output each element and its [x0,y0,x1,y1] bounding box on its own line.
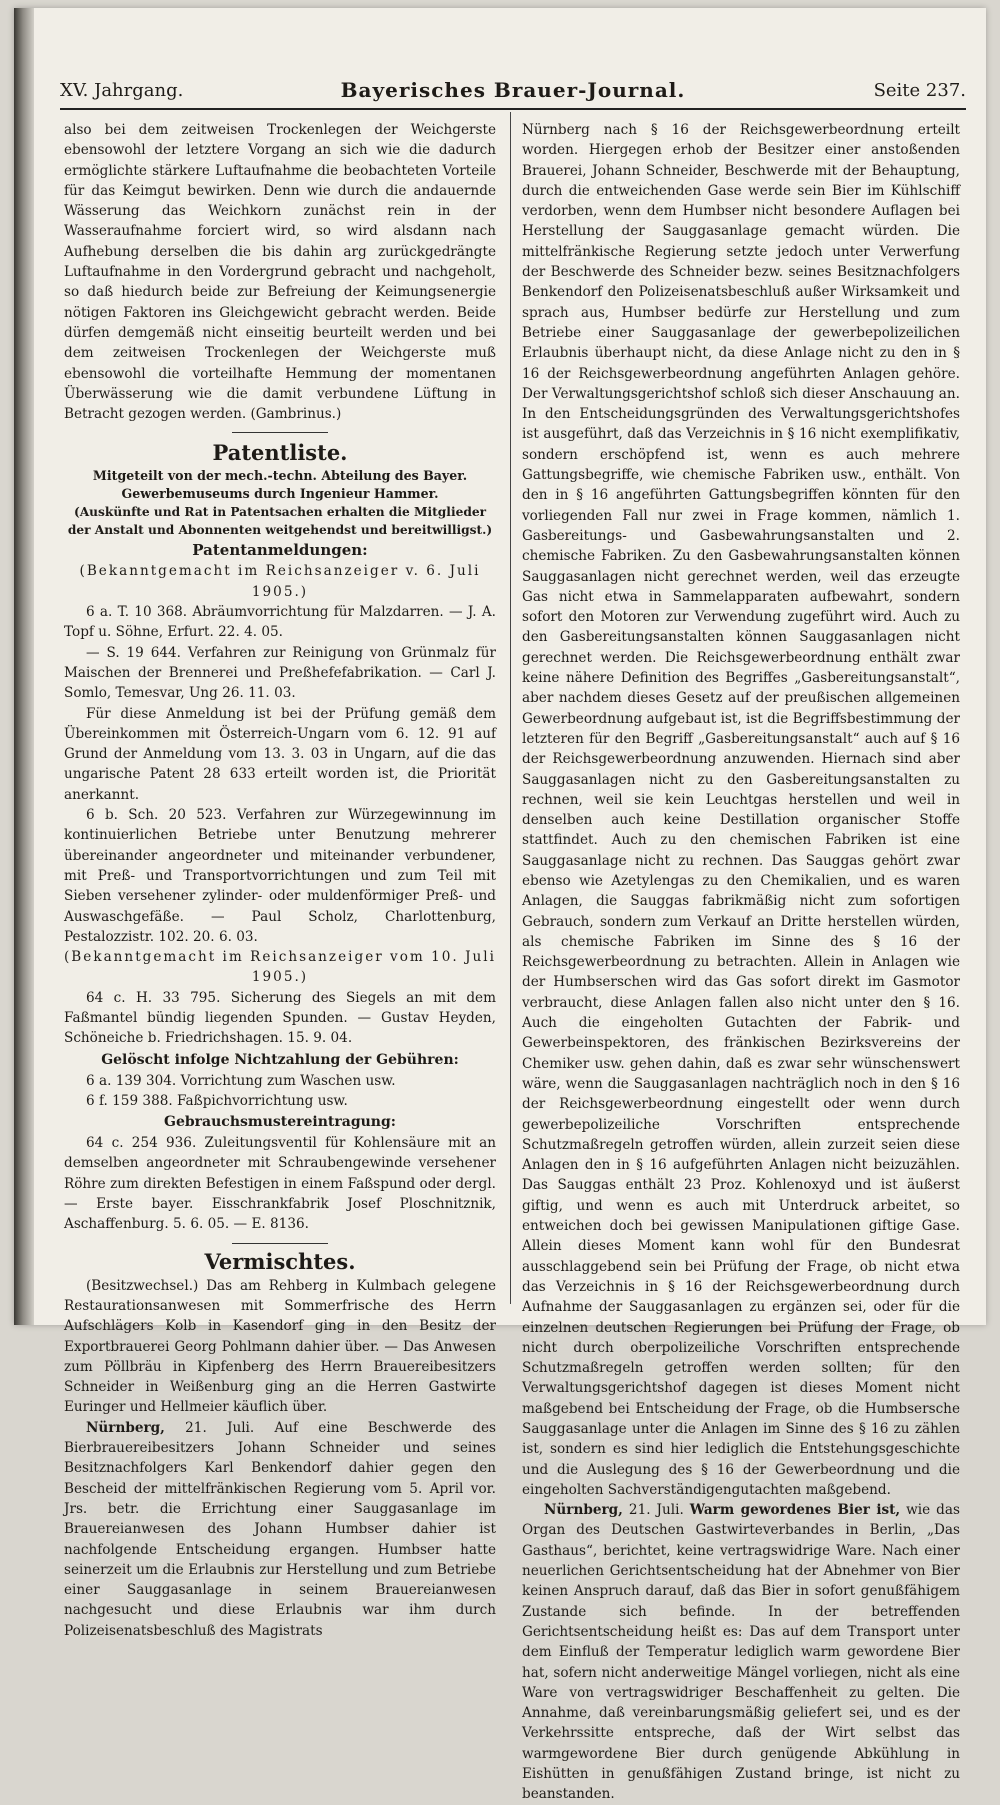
gebrauchsmuster-heading: Gebrauchsmustereintragung: [164,1114,396,1131]
news-item [64,1418,496,1641]
patent-title: Patentliste. [212,440,348,466]
page-number: Seite 237. [873,80,966,101]
patent-entry: 64 c. H. 33 795. Sicherung des Siegels an mit dem Faßmantel bündig liegenden Spunden. — Gustav Heyden, Schöneiche b. Friedrichshagen. 15. 9. 04. [64,989,496,1047]
header-rule [60,108,966,110]
page-header [60,76,966,106]
patent-entry: 6 b. Sch. 20 523. Verfahren zur Würzegewinnung im kontinuierlichen Betriebe unter Benutzung mehrerer übereinander angeordneter und miteinander verbundener, mit Preß- und Transportvorrichtungen und zum Teil mit Sieben versehener zylinder- oder muldenförmiger Preß- und Auswaschgefäße. — Paul Scholz, Charlottenburg, Pestalozzistr. 102. 20. 6. 03. [64,807,496,945]
right-column [522,120,960,1805]
patent-entry: 6 a. T. 10 368. Abräumvorrichtung für Malzdarren. — J. A. Topf u. Söhne, Erfurt. 22. 4. 05. [64,604,496,641]
journal-title: Bayerisches Brauer-Journal. [340,78,686,102]
patent-entry: Für diese Anmeldung ist bei der Prüfung gemäß dem Übereinkommen mit Österreich-Ungarn vom 6. 12. 91 auf Grund der Anmeldung vom 13. 3. 03 in Ungarn, auf die das ungarische Patent 28 633 erteilt worden ist, die Priorität anerkannt. [64,705,496,803]
column-divider [510,112,511,1304]
left-column [64,120,496,1641]
deleted-entry: 6 f. 159 388. Faßpichvorrichtung usw. [86,1092,348,1109]
news-item [522,1500,960,1804]
deleted-entry: 6 a. 139 304. Vorrichtung zum Waschen usw. [86,1072,396,1089]
newspaper-page [14,8,986,1803]
news-dateline: Nürnberg, [544,1502,623,1519]
anmeldungen-heading: Patentanmeldungen: [192,541,368,560]
news-body: wie das Organ des Deutschen Gastwirteverbandes in Berlin, „Das Gasthaus“, berichtet, keine vertragswidrige Ware. Nach einer neuerlichen Gerichtsentscheidung hat der Abnehmer von Bier keinen Anspruch darauf, daß das Bier in sofort genußfähigem Zustande sich befinde. In der betreffenden Gerichtsentscheidung heißt es: Das auf dem Transport unter dem Einfluß der Temperatur lediglich warm gewordene Bier hat, sofern nicht anderweitige Mängel vorliegen, nicht als eine Ware von vertragswidriger Beschaffenheit zu gelten. Die Annahme, daß vereinbarungsmäßig geliefert sei, und es der Verkehrssitte entspreche, daß der Wirt selbst das warmgewordene Bier durch genügende Abkühlung in Eishütten in genußfähigen Zustand bringe, ist nicht zu beanstanden. [522,1502,960,1803]
section-divider [232,1243,328,1244]
gebrauchsmuster-entry: 64 c. 254 936. Zuleitungsventil für Kohlensäure mit an demselben angeordneter mit Schraubengewinde versehener Röhre zum direkten Befestigen in einem Faßspund oder dergl. — Erste bayer. Eisschrankfabrik Josef Ploschnitznik, Aschaffenburg. 5. 6. 05. — E. 8136. [64,1135,496,1233]
reichsanzeiger-note-2: (Bekanntgemacht im Reichsanzeiger vom 10. Juli 1905.) [64,949,496,986]
intro-paragraph: also bei dem zeitweisen Trockenlegen der Weichgerste ebensowohl der letztere Vorgang an sich wie die dadurch ermöglichte stärkere Luftaufnahme die beobachteten Vorteile für das Keimgut bewirken. Denn wie durch die andauernde Wässerung das Weichkorn zunächst rein in der Wasseraufnahme forciert wird, so wird alsdann nach Aufhebung derselben die bis dahin arg zurückgedrängte Luftaufnahme in den Vordergrund gebracht und nachgeholt, so daß hiedurch beide zur Befreiung der Keimungsenergie nötigen Faktoren ins Gleichgewicht gebracht werden. Beide dürfen demgemäß nicht einseitig beurteilt werden und bei dem zeitweisen Trockenlegen der Weichgerste muß ebensowohl die vorteilhafte Hemmung der momentanen Überwässerung wie die damit verbundene Lüftung in Betracht gezogen werden. (Gambrinus.) [64,122,496,423]
volume-label: XV. Jahrgang. [60,80,184,101]
patent-note: (Auskünfte und Rat in Patentsachen erhalten die Mitglieder der Anstalt und Abonnenten weitgehendst und bereitwilligst.) [67,505,493,538]
news-headline: Warm gewordenes Bier ist, [689,1502,901,1519]
patent-entry: — S. 19 644. Verfahren zur Reinigung von Grünmalz für Maischen der Brennerei und Preßhefefabrikation. — Carl J. Somlo, Temesvar, Ung 26. 11. 03. [64,644,496,702]
news-body: 21. Juli. Auf eine Beschwerde des Bierbrauereibesitzers Johann Schneider und seines Besitznachfolgers Karl Benkendorf dahier gegen den Bescheid der mittelfränkischen Regierung vom 5. April vor. Jrs. betr. die Errichtung einer Sauggasanlage im Brauereianwesen des Johann Humbser dahier ist nachfolgende Entscheidung ergangen. Humbser hatte seinerzeit um die Erlaubnis zur Herstellung und zum Betriebe einer Sauggasanlage in seinem Brauereianwesen nachgesucht und diese Erlaubnis war ihm durch Polizeisenatsbeschluß des Magistrats [64,1419,496,1639]
news-date: 21. Juli. [628,1502,684,1519]
article-continuation: Nürnberg nach § 16 der Reichsgewerbeordnung erteilt worden. Hiergegen erhob der Besitzer einer anstoßenden Brauerei, Johann Schneider, Beschwerde mit der Behauptung, durch die entweichenden Gase werde sein Bier im Kühlschiff verdorben, wenn dem Humbser nicht besondere Auflagen bei Herstellung der Sauggasanlage gemacht würden. Die mittelfränkische Regierung setzte jedoch unter Verwerfung der Beschwerde des Schneider bezw. seines Besitznachfolgers Benkendorf den Polizeisenatsbeschluß außer Wirksamkeit und sprach aus, Humbser bedürfe zur Herstellung und zum Betriebe einer Sauggasanlage der gewerbepolizeilichen Erlaubnis überhaupt nicht, da diese Anlage nicht zu den in § 16 der Reichsgewerbeordnung angeführten Anlagen gehöre. Der Verwaltungsgerichtshof schloß sich dieser Anschauung an. In den Entscheidungsgründen des Verwaltungsgerichtshofes ist ausgeführt, daß das Verzeichnis in § 16 nicht exemplifikativ, sondern erschöpfend ist, wenn es auch mehrere Gattungsbegriffe, wie chemische Fabriken usw., enthält. Von den in § 16 angeführten Gattungsbegriffen könnten für den vorliegenden Fall nur zwei in Frage kommen, nämlich 1. Gasbereitungs- und Gasbewahrungsanstalten und 2. chemische Fabriken. Zu den Gasbewahrungsanstalten können Sauggasanlagen nicht gerechnet werden, weil das erzeugte Gas nicht etwa in Sammelapparaten aufbewahrt, sondern sofort den Motoren zur Verwendung zugeführt wird. Auch zu den Gasbereitungsanstalten können Sauggasanlagen nicht gerechnet werden. Die Reichsgewerbeordnung enthält zwar keine nähere Definition des Begriffes „Gasbereitungsanstalt“, aber nachdem dieses Gesetz auf der preußischen allgemeinen Gewerbeordnung aufgebaut ist, ist die Begriffsbestimmung der letzteren für den Begriff „Gasbereitungsanstalt“ auch auf § 16 der Reichsgewerbeordnung anzuwenden. Hiernach sind aber Sauggasanlagen nicht zu den Gasbereitungsanstalten zu rechnen, weil sie kein Leuchtgas herstellen und weil in denselben auch keine Destillation organischer Stoffe stattfindet. Auch zu den chemischen Fabriken ist eine Sauggasanlage nicht zu rechnen. Das Sauggas gehört zwar ebenso wie Azetylengas zu den Chemikalien, und es waren Anlagen, die Sauggas fabrikmäßig nicht zum sofortigen Gebrauch, sondern zum Verkauf an Dritte herstellen würden, als chemische Fabriken im Sinne des § 16 der Reichsgewerbeordnung zu betrachten. Allein in Anlagen wie der Humbserschen wird das Gas sofort direkt im Gasmotor verbraucht, diese Anlagen fallen also nicht unter den § 16. Auch die eingeholten Gutachten der Fabrik- und Gewerbeinspektoren, des fränkischen Bezirksvereins der Chemiker usw. gehen dahin, daß es zwar sehr wünschenswert wäre, wenn die Sauggasanlagen nachträglich noch in den § 16 der Reichsgewerbeordnung eingestellt oder wenn durch gewerbepolizeiliche Vorschriften entsprechende Schutzmaßregeln getroffen würden, allein zurzeit seien diese Anlagen den in § 16 aufgeführten Anlagen nicht beizuzählen. Das Sauggas enthält 23 Proz. Kohlenoxyd und ist äußerst giftig, und wenn es auch mit Unterdruck arbeitet, so entweichen doch bei gewissen Manipulationen giftige Gase. Allein dieses Moment kann wohl für den Bundesrat ausschlaggebend sein bei Prüfung der Frage, ob nicht etwa das Verzeichnis in § 16 der Reichsgewerbeordnung durch Aufnahme der Sauggasanlagen zu ergänzen sei, oder für die einzelnen deutschen Regierungen bei Prüfung der Frage, ob nicht durch oberpolizeiliche Vorschriften entsprechende Schutzmaßregeln getroffen werden sollten; für den Verwaltungsgerichtshof dagegen ist dieses Moment nicht maßgebend bei Entscheidung der Frage, ob die Humbsersche Sauggasanlage unter die Anlagen im Sinne des § 16 zu zählen ist, sondern es sind hier lediglich die Entstehungsgeschichte und die Auslegung des § 16 der Gewerbeordnung und die eingeholten Sachverständigengutachten maßgebend. [522,122,960,1498]
news-dateline: Nürnberg, [86,1419,165,1436]
geloescht-heading: Gelöscht infolge Nichtzahlung der Gebühren: [101,1051,459,1068]
section-divider [232,432,328,433]
binding-spine [14,8,34,1325]
vermischtes-title: Vermischtes. [204,1248,356,1274]
news-item: (Besitzwechsel.) Das am Rehberg in Kulmbach gelegene Restaurationsanwesen mit Sommerfrische des Herrn Aufschlägers Kolb in Kasendorf ging in den Besitz der Exportbrauerei Georg Pohlmann dahier über. — Das Anwesen zum Pöllbräu in Kipfenberg des Herrn Brauereibesitzers Schneider in Weißenburg ging an die Herren Gastwirte Euringer und Hellmeier käuflich über. [64,1277,496,1416]
reichsanzeiger-note-1: (Bekanntgemacht im Reichsanzeiger v. 6. Juli 1905.) [79,563,481,600]
patent-subtitle: Mitgeteilt von der mech.-techn. Abteilung des Bayer. Gewerbemuseums durch Ingenieur Hammer. [92,468,468,502]
